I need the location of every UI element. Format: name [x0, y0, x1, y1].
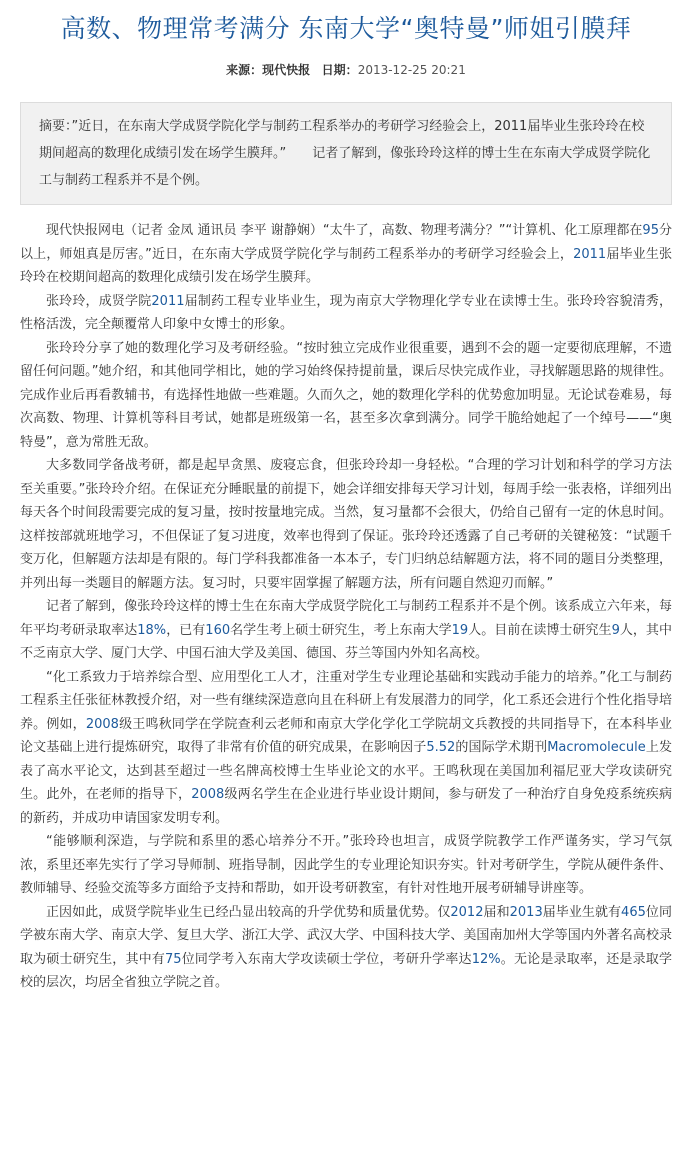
- paragraph: 现代快报网电（记者 金凤 通讯员 李平 谢静娴）“太牛了，高数、物理考满分？”“计算机、化工原理都在95分以上，师姐真是厉害。”近日，在东南大学成贤学院化学与制药工程系举办的考研学习经验会上，2011届毕业生张玲玲在校期间超高的数理化成绩引发在场学生膜拜。: [20, 223, 672, 285]
- paragraph: 正因如此，成贤学院毕业生已经凸显出较高的升学优势和质量优势。仅2012届和2013届毕业生就有465位同学被东南大学、南京大学、复旦大学、浙江大学、武汉大学、中国科技大学、美国南加州大学等国内外著名高校录取为硕士研究生，其中有75位同学考入东南大学攻读硕士学位，考研升学率达12%。无论是录取率，还是录取学校的层次，均居全省独立学院之首。: [20, 904, 672, 990]
- number-highlight: 95: [642, 223, 659, 238]
- number-highlight: 160: [205, 622, 231, 638]
- number-highlight: 2012: [450, 904, 484, 920]
- date-label: 日期：: [321, 63, 358, 77]
- publish-date: 2013-12-25 20:21: [357, 63, 466, 77]
- number-highlight: 465: [621, 904, 646, 920]
- paragraph: 大多数同学备战考研，都是起早贪黑、废寝忘食，但张玲玲却一身轻松。“合理的学习计划和科学的学习方法至关重要。”张玲玲介绍。在保证充分睡眠量的前提下，她会详细安排每天学习计划，每周手绘一张表格，详细列出每天各个时间段需要完成的复习量，按时按量地完成。当然，复习量都不会很大，仍给自己留有一定的休息时间。这样按部就班地学习，不但保证了复习进度，效率也得到了保证。张玲玲还透露了自己考研的关键秘笈：“试题千变万化，但解题方法却是有限的。每门学科我都准备一本本子，专门归纳总结解题方法，将不同的题目分类整理，并列出每一类题目的解题方法。复习时，只要牢固掌握了解题方法，所有问题自然迎刃而解。”: [20, 458, 672, 591]
- article-title: 高数、物理常考满分 东南大学“奥特曼”师姐引膜拜: [60, 14, 632, 43]
- source-label: 来源：现代快报: [226, 63, 311, 77]
- paragraph: “化工系致力于培养综合型、应用型化工人才，注重对学生专业理论基础和实践动手能力的培养。”化工与制药工程系主任张征林教授介绍，对一些有继续深造意向且在科研上有发展潜力的同学，化工系还会进行个性化指导培养。例如，2008级王鸣秋同学在学院查利云老师和南京大学化学化工学院胡文兵教授的共同指导下，在本科毕业论文基础上进行提炼研究，取得了非常有价值的研究成果，在影响因子5.52的国际学术期刊Macromolecule上发表了高水平论文，达到甚至超过一些名牌高校博士生毕业论文的水平。王鸣秋现在美国加利福尼亚大学攻读研究生。此外，在老师的指导下，2008级两名学生在企业进行毕业设计期间，参与研发了一种治疗自身免疫系统疾病的新药，并成功申请国家发明专利。: [20, 669, 672, 826]
- number-highlight: 2013: [509, 904, 543, 920]
- number-highlight: 19: [451, 622, 469, 638]
- number-highlight: Macromolecule: [547, 740, 646, 755]
- paragraph: “能够顺利深造，与学院和系里的悉心培养分不开。”张玲玲也坦言，成贤学院教学工作严谨务实，学习气氛浓，系里还率先实行了学习导师制、班指导制，因此学生的专业理论知识夯实。针对考研学生，学院从硬件条件、教师辅导、经验交流等多方面给予支持和帮助，如开设考研教室，有针对性地开展考研辅导讲座等。: [20, 834, 672, 896]
- number-highlight: 18%: [137, 622, 167, 638]
- number-highlight: 2011: [151, 293, 185, 309]
- number-highlight: 12%: [471, 951, 501, 967]
- abstract-box: [20, 102, 672, 205]
- number-highlight: 2011: [573, 246, 607, 262]
- article-meta: [20, 61, 672, 78]
- number-highlight: 2008: [85, 716, 119, 732]
- number-highlight: 75: [165, 951, 182, 967]
- number-highlight: 2008: [191, 787, 225, 802]
- paragraph: 张玲玲分享了她的数理化学习及考研经验。“按时独立完成作业很重要，遇到不会的题一定要彻底理解，不遗留任何问题。”她介绍，和其他同学相比，她的学习始终保持提前量，课后尽快完成作业，寻找解题思路的规律性。完成作业后再看教辅书，有选择性地做一些难题。久而久之，她的数理化学科的优势愈加明显。无论试卷难易，每次高数、物理、计算机等科目考试，她都是班级第一名，甚至多次拿到满分。同学干脆给她起了一个绰号——“奥特曼”，意为常胜无敌。: [20, 340, 672, 450]
- number-highlight: 9: [611, 622, 620, 638]
- paragraph: 记者了解到，像张玲玲这样的博士生在东南大学成贤学院化工与制药工程系并不是个例。该系成立六年来，每年平均考研录取率达18%，已有160名学生考上硕士研究生，考上东南大学19人。目前在读博士研究生9人，其中不乏南京大学、厦门大学、中国石油大学及美国、德国、芬兰等国内外知名高校。: [20, 599, 672, 661]
- paragraph: 张玲玲，成贤学院2011届制药工程专业毕业生，现为南京大学物理化学专业在读博士生。张玲玲容貌清秀，性格活泼，完全颠覆常人印象中女博士的形象。: [20, 293, 672, 332]
- meta-spacer: [314, 63, 318, 77]
- abstract-text: 摘要：”近日，在东南大学成贤学院化学与制药工程系举办的考研学习经验会上，2011届毕业生张玲玲在校期间超高的数理化成绩引发在场学生膜拜。” 记者了解到，像张玲玲这样的博士生在东南大学成贤学院化工与制药工程系并不是个例。: [39, 119, 651, 188]
- article-body: [20, 219, 672, 995]
- number-highlight: 5.52: [426, 740, 456, 755]
